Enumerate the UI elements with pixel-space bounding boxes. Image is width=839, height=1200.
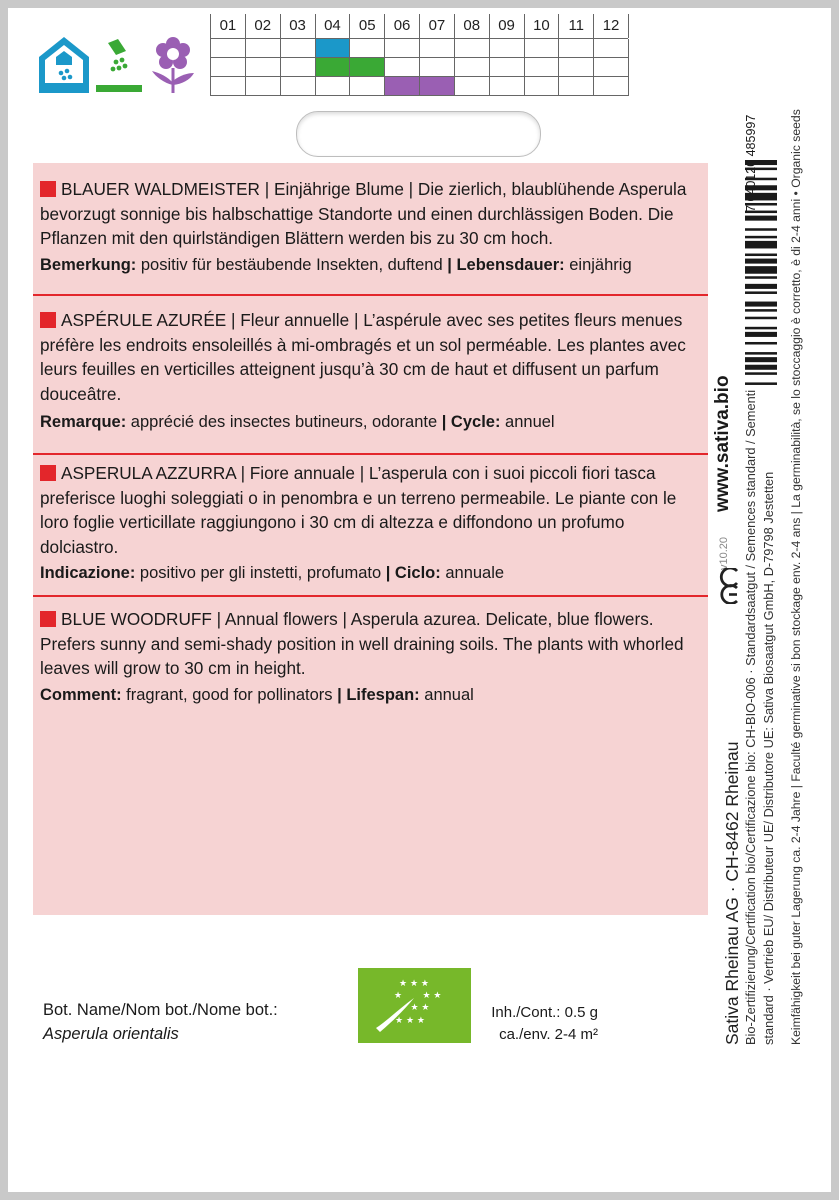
sowing-calendar xyxy=(210,8,628,92)
section-note: Indicazione: positivo per gli instetti, profumato | Ciclo: annuale xyxy=(40,564,505,583)
section-note: Bemerkung: positiv für bestäubende Insekten, duftend | Lebensdauer: einjährig xyxy=(40,255,632,274)
section-marker xyxy=(40,181,56,197)
company-address: Sativa Rheinau AG · CH-8462 Rheinau xyxy=(722,741,742,1045)
ce-mark-icon xyxy=(716,568,742,604)
section-marker xyxy=(40,465,56,481)
barcode-bar xyxy=(745,317,777,320)
section-marker xyxy=(40,611,56,627)
hanger-slot xyxy=(296,111,541,157)
section-divider xyxy=(33,595,708,597)
barcode-bar xyxy=(745,309,777,312)
calendar-month-02: 02 xyxy=(245,14,280,38)
section-divider xyxy=(33,294,708,296)
calendar-month-09: 09 xyxy=(489,14,524,38)
barcode-bar xyxy=(745,327,777,330)
barcode-bar xyxy=(745,291,777,294)
calendar-month-01: 01 xyxy=(210,14,245,38)
svg-text:★ ★ ★: ★ ★ ★ xyxy=(399,979,429,989)
calendar-fill-month-4 xyxy=(315,58,350,77)
germination-text: Keimfähigkeit bei guter Lagerung ca. 2-4 Jahre | Faculté germinative si bon stockage env. 2-4 ans | La germinabilità, se lo stoccaggio è corretto, è di 2-4 anni • Organic seeds xyxy=(789,109,803,1045)
calendar-month-04: 04 xyxy=(315,14,350,38)
calendar-month-10: 10 xyxy=(524,14,559,38)
svg-text:★ ★: ★ ★ xyxy=(410,1003,430,1013)
calendar-month-12: 12 xyxy=(593,14,628,38)
svg-text:★: ★ xyxy=(393,991,403,1001)
barcode-bar xyxy=(745,266,777,274)
calendar-month-11: 11 xyxy=(558,14,593,38)
barcode-bar xyxy=(745,342,777,345)
description-panel xyxy=(33,163,708,915)
calendar-month-08: 08 xyxy=(454,14,489,38)
calendar-fill-month-7 xyxy=(419,77,454,96)
content-area: ca./env. 2-4 m² xyxy=(499,1026,598,1043)
section-english xyxy=(40,607,705,707)
barcode-bar xyxy=(745,382,777,385)
calendar-month-05: 05 xyxy=(349,14,384,38)
calendar-month-06: 06 xyxy=(384,14,419,38)
barcode-bar xyxy=(745,372,777,375)
calendar-row-flowering xyxy=(210,76,628,95)
section-note: Comment: fragrant, good for pollinators | Lifespan: annual xyxy=(40,685,474,704)
barcode-bar xyxy=(745,236,777,239)
certification-text: Bio-Zertifizierung/Certification bio/Certificazione bio: CH-BIO-006 · Standardsaatgut / Semences standard / Sementi xyxy=(743,389,758,1045)
botanical-name-label: Bot. Name/Nom bot./Nome bot.: xyxy=(43,1001,278,1019)
barcode-bar xyxy=(745,216,777,221)
svg-text:★ ★ ★: ★ ★ ★ xyxy=(395,1016,425,1026)
barcode-bar xyxy=(745,284,777,289)
section-body: ASPERULA AZZURRA | Fiore annuale | L’asperula con i suoi piccoli fiori tasca preferisce luoghi soleggiati o in penombra e un terreno permeabile. Le piante con le loro foglie verticillate raggiungono i 30 cm di altezza e diffondono un profumo dolciastro. xyxy=(40,463,677,557)
barcode-bar xyxy=(745,365,777,370)
calendar-row-indoor-sowing xyxy=(210,38,628,57)
section-divider xyxy=(33,453,708,455)
distribution-text: standard · Vertrieb EU/ Distributeur UE/ Distributore UE: Sativa Biosaatgut GmbH, D-79798 Jestetten xyxy=(761,471,776,1045)
calendar-fill-month-5 xyxy=(349,58,384,77)
section-french xyxy=(40,308,705,435)
calendar-fill-month-4 xyxy=(315,39,350,58)
barcode-bar xyxy=(745,332,777,337)
section-german xyxy=(40,177,705,277)
barcode-bar xyxy=(745,228,777,231)
barcode-bar xyxy=(745,259,777,264)
website-link[interactable]: www.sativa.bio xyxy=(712,375,733,512)
content-weight: Inh./Cont.: 0.5 g xyxy=(491,1004,598,1021)
section-marker xyxy=(40,312,56,328)
calendar-fill-month-6 xyxy=(384,77,419,96)
barcode-bar xyxy=(745,357,777,362)
barcode-bar xyxy=(745,254,777,257)
barcode-bar xyxy=(745,276,777,279)
section-body: BLUE WOODRUFF | Annual flowers | Asperula azurea. Delicate, blue flowers. Prefers sunny and semi-shady position in well draining soils. The plants with whorled leaves will grow to 30 cm in height. xyxy=(40,609,684,679)
section-body: ASPÉRULE AZURÉE | Fleur annuelle | L’aspérule avec ses petites fleurs menues préfère les endroits ensoleillés à mi-ombragés et un sol perméable. Les plantes avec leurs feuilles en verticilles atteignent jusqu’à 30 cm de haut et diffusent un parfum douceâtre. xyxy=(40,310,686,404)
barcode-bar xyxy=(745,352,777,355)
version-label: v10.20 xyxy=(718,536,730,570)
barcode-bar xyxy=(745,302,777,307)
calendar-row-outdoor-sowing xyxy=(210,57,628,76)
barcode-bar xyxy=(745,241,777,249)
flowering-icon xyxy=(146,35,200,95)
section-body: BLAUER WALDMEISTER | Einjährige Blume | Die zierlich, blaublühende Asperula bevorzugt sonnige bis halbschattige Standorte und einen durchlässigen Boden. Die Pflanzen mit den quirlständigen Blättern werden bis zu 30 cm hoch. xyxy=(40,179,687,249)
greenhouse-sowing-icon xyxy=(37,35,91,95)
calendar-month-03: 03 xyxy=(280,14,315,38)
calendar-month-header xyxy=(210,14,628,38)
calendar-month-07: 07 xyxy=(419,14,454,38)
direct-sowing-icon xyxy=(92,35,146,95)
section-note: Remarque: apprécié des insectes butineurs, odorante | Cycle: annuel xyxy=(40,413,555,432)
botanical-name-value: Asperula orientalis xyxy=(43,1025,179,1043)
section-italian xyxy=(40,461,705,586)
barcode-number: 7 640126 485997 xyxy=(744,114,758,212)
svg-text:★ ★: ★ ★ xyxy=(422,991,442,1001)
